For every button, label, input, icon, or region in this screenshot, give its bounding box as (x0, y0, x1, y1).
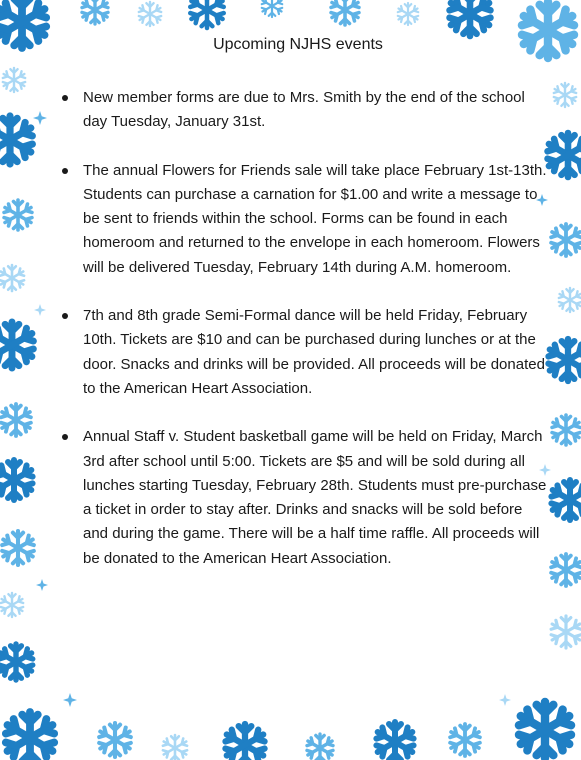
snowflake-icon (139, 2, 161, 26)
snowflake-icon (3, 68, 25, 92)
star-icon (63, 693, 77, 707)
snowflake-icon (548, 133, 581, 177)
event-text: 7th and 8th grade Semi-Formal dance will be held Friday, February 10th. Tickets are $10 and can be purchased during lunches or at the door. Snacks and drinks will be provided. All proceeds will be donated to the American Heart Association. (83, 307, 545, 397)
snowflake-icon (0, 116, 32, 164)
snowflake-icon (559, 288, 581, 312)
snowflake-icon (0, 0, 46, 48)
snowflake-icon (163, 735, 187, 760)
bullet-icon (62, 434, 68, 440)
bullet-icon (62, 95, 68, 101)
snowflake-icon (1, 404, 31, 436)
snowflake-icon (6, 712, 54, 760)
snowflake-icon (551, 224, 581, 256)
snowflake-icon (99, 723, 131, 757)
snowflake-icon (262, 0, 282, 17)
list-item (62, 86, 550, 135)
snowflake-icon (376, 722, 413, 760)
event-text: The annual Flowers for Friends sale will take place February 1st-13th. Students can purchase a carnation for $1.00 and write a message to be sent to friends within the school. Forms can be found in each homeroom and returned to the envelope in each homeroom. Flowers will be delivered Tuesday, February 14th during A.M. homeroom. (83, 161, 547, 276)
snowflake-icon (1, 593, 23, 617)
event-list (62, 86, 550, 595)
snowflake-icon (548, 339, 581, 381)
list-item (62, 425, 550, 571)
bullet-icon (62, 313, 68, 319)
snowflake-icon (307, 734, 333, 760)
snowflake-icon (0, 322, 33, 368)
snowflake-icon (82, 0, 108, 24)
bullet-icon (62, 168, 68, 174)
snowflake-icon (190, 0, 223, 28)
event-text: Annual Staff v. Student basketball game will be held on Friday, March 3rd after school until 5:00. Tickets are $5 and will be sold during all lunches starting Tuesday, February 28th. Students must pre-purchase a ticket in order to stay after. Drinks and snacks will be sold before and during the game. There will be a half time raffle. All proceeds will be donated to the American Heart Association. (83, 428, 547, 567)
snowflake-icon (0, 460, 33, 500)
star-icon (36, 579, 48, 591)
snowflake-icon (551, 616, 581, 648)
snowflake-icon (331, 0, 359, 25)
event-text: New member forms are due to Mrs. Smith by the end of the school day Tuesday, January 31st. (83, 89, 525, 131)
snowflake-icon (551, 554, 581, 586)
snowflake-icon (554, 83, 576, 107)
list-item (62, 159, 550, 280)
snowflake-icon (450, 0, 491, 36)
snowflake-icon (0, 644, 33, 680)
snowflake-icon (2, 531, 34, 565)
snowflake-icon (398, 3, 418, 25)
snowflake-icon (450, 724, 480, 756)
star-icon (33, 111, 47, 125)
snowflake-icon (552, 415, 580, 445)
snowflake-icon (225, 724, 264, 760)
snowflake-icon (551, 480, 581, 520)
snowflake-icon (522, 2, 574, 58)
list-item (62, 304, 550, 401)
page-title: Upcoming NJHS events (213, 36, 383, 53)
snowflake-icon (0, 265, 24, 291)
snowflake-icon (519, 702, 571, 758)
star-icon (499, 694, 511, 706)
star-icon (34, 304, 46, 316)
snowflake-icon (4, 200, 32, 230)
